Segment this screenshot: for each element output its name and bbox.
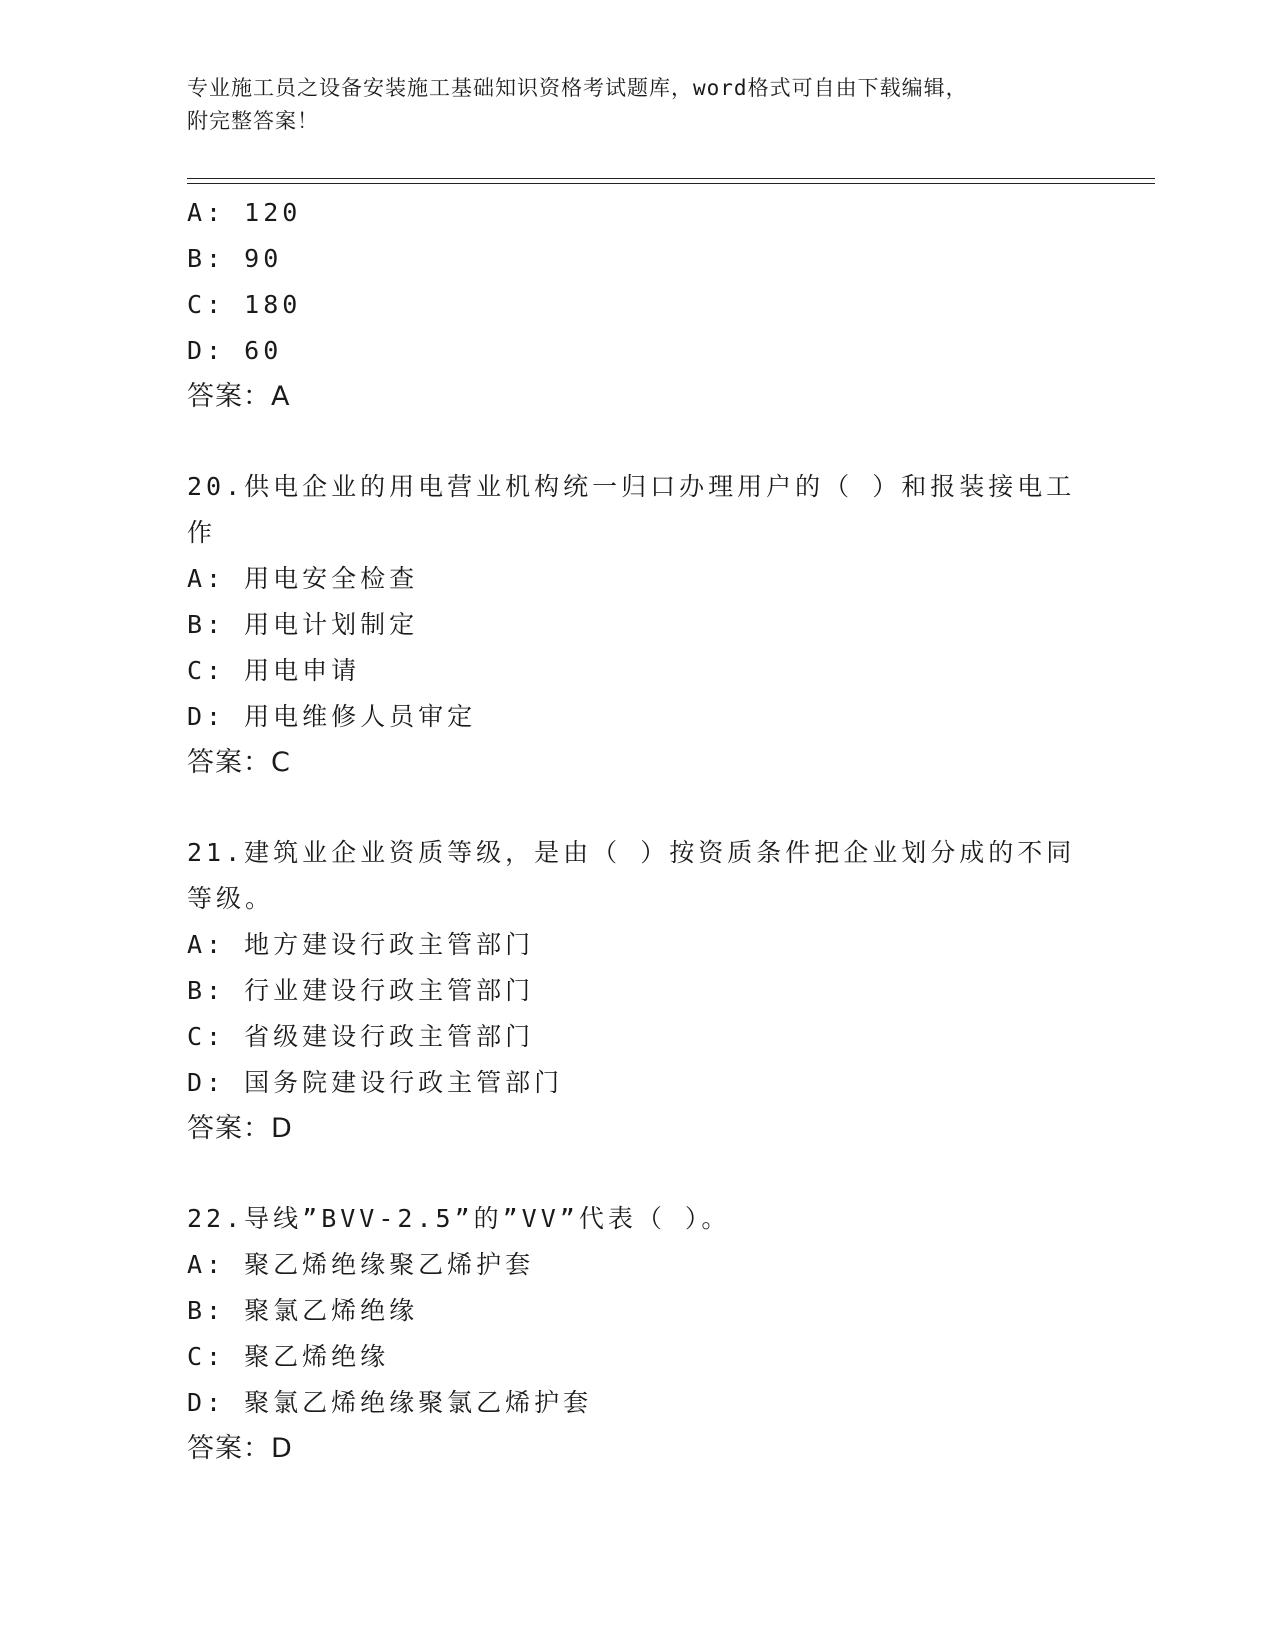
question-21 (187, 830, 1087, 1152)
option-b: B: 聚氯乙烯绝缘 (187, 1296, 419, 1325)
option-c: C: 聚乙烯绝缘 (187, 1342, 390, 1371)
option-d: D: 用电维修人员审定 (187, 702, 477, 731)
header-divider-top (187, 178, 1155, 179)
option-a: A: 用电安全检查 (187, 564, 419, 593)
option-c: C: 省级建设行政主管部门 (187, 1022, 535, 1051)
question-title-continued: 作 (187, 518, 217, 547)
question-title: 21.建筑业企业资质等级，是由（ ）按资质条件把企业划分成的不同 (187, 838, 1076, 867)
option-d: D: 国务院建设行政主管部门 (187, 1068, 564, 1097)
option-a: A: 120 (187, 198, 302, 227)
question-22 (187, 1196, 1087, 1472)
option-b: B: 行业建设行政主管部门 (187, 976, 535, 1005)
answer: 答案：C (187, 747, 291, 778)
option-b: B: 用电计划制定 (187, 610, 419, 639)
option-a: A: 地方建设行政主管部门 (187, 930, 535, 959)
header-divider-bottom (187, 183, 1155, 184)
option-c: C: 180 (187, 290, 302, 319)
answer: 答案：A (187, 381, 291, 412)
option-b: B: 90 (187, 244, 283, 273)
document-header (187, 72, 1067, 138)
question-19-continued (187, 190, 1087, 420)
question-title-continued: 等级。 (187, 884, 275, 913)
option-d: D: 聚氯乙烯绝缘聚氯乙烯护套 (187, 1388, 593, 1417)
question-20 (187, 464, 1087, 786)
header-line-2: 附完整答案！ (187, 109, 319, 133)
header-line-1: 专业施工员之设备安装施工基础知识资格考试题库，word格式可自由下载编辑， (187, 76, 968, 100)
question-title: 22.导线”BVV-2.5”的”VV”代表（ ）。 (187, 1204, 731, 1233)
answer: 答案：D (187, 1433, 293, 1464)
option-d: D: 60 (187, 336, 283, 365)
question-title: 20.供电企业的用电营业机构统一归口办理用户的（ ）和报装接电工 (187, 472, 1076, 501)
option-a: A: 聚乙烯绝缘聚乙烯护套 (187, 1250, 535, 1279)
answer: 答案：D (187, 1113, 293, 1144)
question-list (187, 190, 1087, 1472)
option-c: C: 用电申请 (187, 656, 361, 685)
